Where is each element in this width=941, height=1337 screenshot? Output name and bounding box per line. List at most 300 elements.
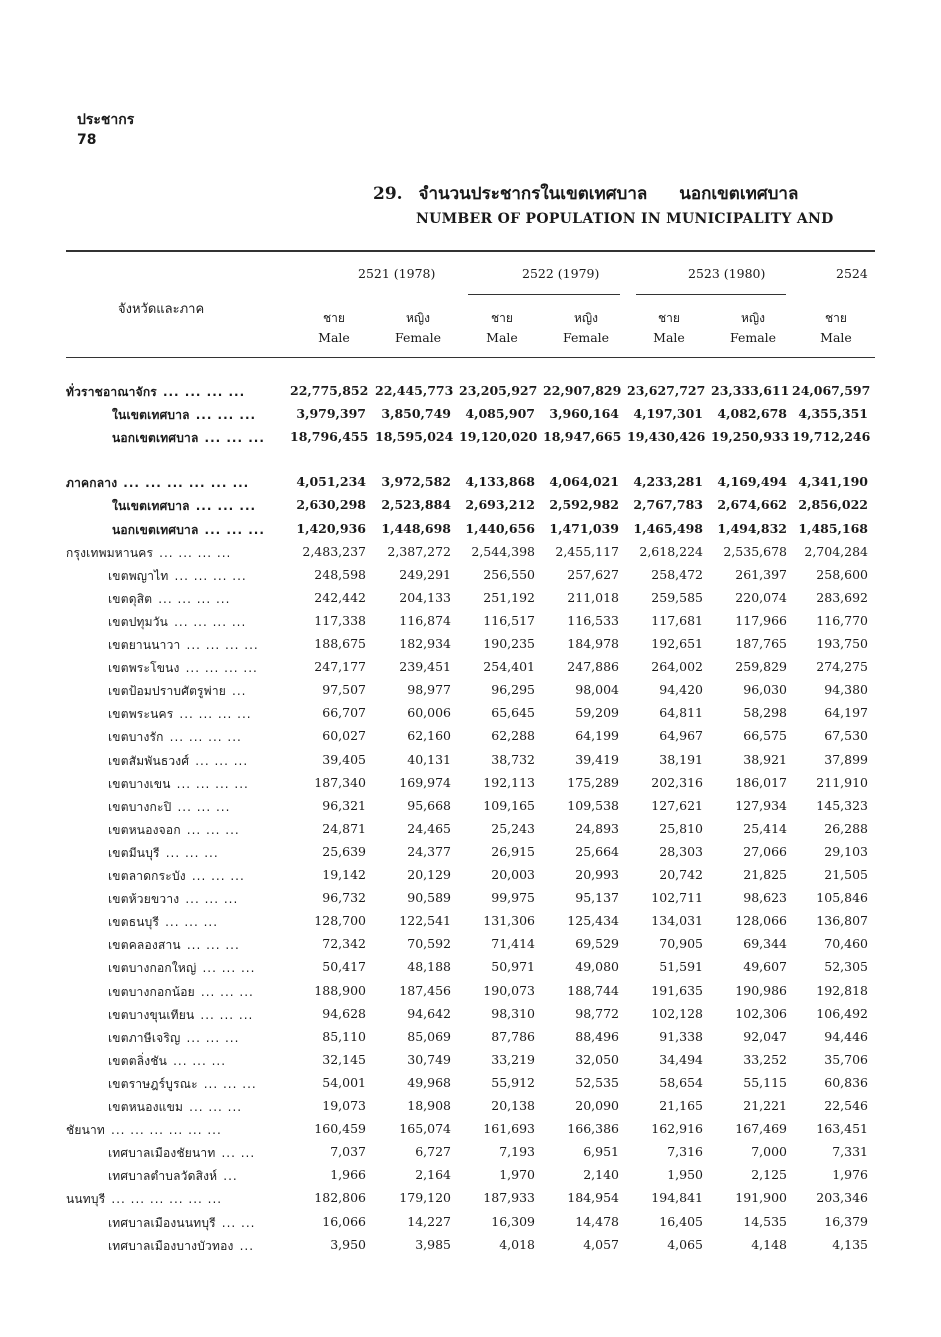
male-value-cell: 60,836 [824, 1074, 868, 1090]
leader-dots: ... ... ... [189, 1100, 243, 1114]
leader-dots: ... ... ... [173, 1053, 227, 1068]
male-value-cell: 4,133,868 [465, 474, 535, 490]
year-underline-2523 [636, 294, 786, 295]
male-value-cell: 70,905 [659, 936, 703, 952]
male-value-cell: 70,460 [824, 936, 868, 952]
table-row [0, 703, 941, 725]
male-value-cell: 32,145 [322, 1051, 366, 1067]
female-value-cell: 167,469 [735, 1121, 787, 1137]
male-value-cell: 23,205,927 [459, 383, 538, 398]
female-value-cell: 6,727 [415, 1144, 451, 1160]
male-value-cell: 62,288 [491, 728, 535, 744]
row-label [66, 383, 245, 402]
leader-dots: ... ... ... ... [158, 591, 231, 606]
leader-dots: ... ... ... ... [179, 707, 252, 722]
table-row [0, 404, 941, 426]
leader-dots: ... ... ... ... [169, 730, 242, 745]
male-value-cell: 2,618,224 [639, 543, 703, 559]
male-value-cell: 3,950 [330, 1236, 366, 1252]
row-label [112, 429, 265, 448]
female-value-cell: 18,595,024 [375, 429, 454, 445]
male-value-cell: 190,235 [483, 636, 535, 651]
column-header-thai: ชาย [323, 311, 345, 325]
table-row [0, 588, 941, 610]
male-value-cell: 1,966 [330, 1167, 366, 1183]
female-value-cell: 1,494,832 [717, 520, 787, 536]
table-title-english: NUMBER OF POPULATION IN MUNICIPALITY AND [416, 211, 834, 227]
leader-dots: ... ... ... ... [174, 614, 247, 629]
male-value-cell: 21,165 [659, 1098, 703, 1113]
row-label [108, 821, 240, 840]
male-value-cell: 96,321 [322, 797, 366, 813]
year-header-2522: 2522 (1979) [522, 266, 600, 281]
female-value-cell: 18,947,665 [543, 429, 622, 445]
male-value-cell: 20,742 [659, 867, 703, 882]
male-value-cell: 94,628 [322, 1005, 366, 1021]
row-label [108, 682, 246, 701]
row-label [108, 844, 219, 863]
male-value-cell: 242,442 [314, 589, 366, 605]
male-value-cell: 188,900 [314, 982, 366, 998]
row-label-text: ภาคกลาง [66, 476, 118, 491]
female-value-cell: 116,874 [399, 612, 451, 628]
female-value-cell: 191,900 [735, 1190, 787, 1206]
row-label [108, 590, 230, 609]
male-value-cell: 65,645 [491, 705, 535, 721]
female-value-cell: 4,169,494 [717, 474, 787, 490]
male-value-cell: 7,331 [832, 1144, 868, 1160]
male-value-cell: 163,451 [816, 1121, 868, 1137]
male-value-cell: 4,018 [499, 1236, 535, 1252]
table-row [0, 1212, 941, 1234]
male-column-header [633, 308, 705, 348]
male-value-cell: 136,807 [816, 913, 868, 929]
female-value-cell: 94,642 [407, 1005, 451, 1021]
table-row [0, 1004, 941, 1026]
female-value-cell: 30,749 [407, 1051, 451, 1067]
male-value-cell: 35,706 [824, 1051, 868, 1067]
female-value-cell: 204,133 [399, 589, 451, 605]
row-label [108, 1237, 254, 1256]
male-value-cell: 248,598 [314, 566, 366, 582]
table-number: 29. [373, 184, 403, 204]
row-label-text: เขตหนองจอก [108, 822, 181, 837]
female-value-cell: 190,986 [735, 982, 787, 998]
year-header-2523: 2523 (1980) [688, 266, 766, 281]
female-value-cell: 3,972,582 [381, 474, 451, 490]
female-value-cell: 98,977 [407, 682, 451, 698]
male-value-cell: 26,915 [491, 843, 535, 859]
male-value-cell: 102,128 [651, 1005, 703, 1021]
male-value-cell: 18,796,455 [290, 429, 369, 445]
column-header-thai: หญิง [406, 311, 430, 325]
male-value-cell: 4,197,301 [633, 406, 703, 422]
female-value-cell: 64,199 [575, 728, 619, 744]
male-value-cell: 202,316 [651, 774, 703, 790]
row-label-text: ในเขตเทศบาล [112, 408, 190, 423]
table-row [0, 1142, 941, 1164]
table-row [0, 934, 941, 956]
female-value-cell: 59,209 [575, 705, 619, 721]
male-value-cell: 37,899 [824, 751, 868, 767]
female-value-cell: 2,455,117 [555, 543, 619, 559]
leader-dots: ... ... ... [195, 753, 249, 768]
male-value-cell: 20,003 [491, 867, 535, 882]
male-value-cell: 94,380 [824, 682, 868, 698]
leader-dots: ... ... ... [200, 1007, 254, 1022]
male-value-cell: 94,420 [659, 682, 703, 698]
male-value-cell: 2,767,783 [633, 497, 703, 513]
male-value-cell: 19,430,426 [627, 429, 706, 445]
row-label-text: นอกเขตเทศบาล [112, 431, 199, 446]
female-value-cell: 184,978 [567, 636, 619, 651]
male-value-cell: 2,856,022 [798, 497, 868, 513]
female-value-cell: 6,951 [583, 1144, 619, 1160]
male-value-cell: 4,135 [832, 1236, 868, 1252]
male-value-cell: 20,138 [491, 1098, 535, 1113]
row-label-text: เขตพระนคร [108, 707, 174, 722]
male-value-cell: 85,110 [322, 1028, 366, 1044]
leader-dots: ... ... ... ... [174, 568, 247, 583]
column-header-thai: ชาย [658, 311, 680, 325]
row-label-text: เขตป้อมปราบศัตรูพ่าย [108, 684, 226, 699]
male-value-cell: 99,975 [491, 890, 535, 906]
male-value-cell: 38,732 [491, 751, 535, 767]
female-value-cell: 24,377 [407, 843, 451, 859]
male-value-cell: 1,970 [499, 1167, 535, 1183]
male-value-cell: 25,243 [491, 820, 535, 836]
male-value-cell: 96,295 [491, 682, 535, 698]
male-value-cell: 274,275 [816, 659, 868, 675]
female-value-cell: 4,057 [583, 1236, 619, 1252]
row-label [108, 636, 259, 655]
female-value-cell: 38,921 [743, 751, 787, 767]
male-value-cell: 192,818 [816, 982, 868, 998]
leader-dots: ... ... ... [195, 499, 257, 514]
female-value-cell: 98,004 [575, 682, 619, 698]
row-label [108, 567, 247, 586]
row-label [108, 867, 245, 886]
female-value-cell: 7,000 [751, 1144, 787, 1160]
table-row [0, 957, 941, 979]
male-value-cell: 7,316 [667, 1144, 703, 1160]
male-value-cell: 127,621 [651, 797, 703, 813]
male-value-cell: 116,770 [816, 612, 868, 628]
male-value-cell: 2,630,298 [296, 497, 366, 513]
female-value-cell: 239,451 [399, 659, 451, 675]
male-value-cell: 2,483,237 [302, 543, 366, 559]
male-value-cell: 259,585 [651, 589, 703, 605]
row-label [108, 705, 252, 724]
leader-dots: ... ... ... ... ... ... [111, 1192, 223, 1207]
row-label-text: เขตห้วยขวาง [108, 892, 180, 907]
male-value-cell: 203,346 [816, 1190, 868, 1206]
row-label [108, 1144, 255, 1163]
male-value-cell: 67,530 [824, 728, 868, 744]
male-value-cell: 64,811 [659, 705, 703, 721]
male-value-cell: 109,165 [483, 797, 535, 813]
row-label [108, 1029, 239, 1048]
column-header-thai: หญิง [741, 311, 765, 325]
female-value-cell: 179,120 [399, 1190, 451, 1206]
row-label-text: เขตราษฎร์บูรณะ [108, 1076, 198, 1091]
male-value-cell: 3,979,397 [296, 406, 366, 422]
male-value-cell: 160,459 [314, 1121, 366, 1137]
male-value-cell: 258,472 [651, 566, 703, 582]
male-value-cell: 19,142 [322, 867, 366, 882]
table-row [0, 1027, 941, 1049]
leader-dots: ... ... ... [191, 869, 245, 883]
male-value-cell: 51,591 [659, 959, 703, 975]
female-value-cell: 188,744 [567, 982, 619, 998]
male-value-cell: 254,401 [483, 659, 535, 675]
female-value-cell: 2,387,272 [387, 543, 451, 559]
female-value-cell: 122,541 [399, 913, 451, 929]
male-value-cell: 188,675 [314, 636, 366, 651]
row-label-text: เขตลาดกระบัง [108, 869, 186, 883]
row-label [108, 959, 255, 978]
table-row [0, 519, 941, 541]
male-value-cell: 24,067,597 [792, 383, 871, 398]
female-value-cell: 22,445,773 [375, 383, 454, 398]
female-value-cell: 2,523,884 [381, 497, 451, 513]
row-label-text: เขตตลิ่งชัน [108, 1053, 168, 1068]
female-value-cell: 14,478 [575, 1213, 619, 1229]
female-value-cell: 2,125 [751, 1167, 787, 1183]
row-label [112, 521, 265, 540]
male-value-cell: 247,177 [314, 659, 366, 675]
column-header-english: Female [394, 330, 442, 345]
row-label [112, 497, 256, 516]
female-value-cell: 20,993 [575, 867, 619, 882]
female-value-cell: 165,074 [399, 1121, 451, 1137]
male-value-cell: 98,310 [491, 1005, 535, 1021]
male-value-cell: 131,306 [483, 913, 535, 929]
row-label [108, 913, 218, 932]
male-value-cell: 1,976 [832, 1167, 868, 1183]
leader-dots: ... ... ... [177, 799, 231, 814]
male-value-cell: 187,933 [483, 1190, 535, 1206]
female-value-cell: 58,298 [743, 705, 787, 721]
male-value-cell: 50,971 [491, 959, 535, 975]
female-value-cell: 187,456 [399, 982, 451, 998]
year-header-2524: 2524 [836, 266, 868, 281]
male-value-cell: 134,031 [651, 913, 703, 929]
female-value-cell: 24,893 [575, 820, 619, 836]
female-value-cell: 40,131 [407, 751, 451, 767]
row-label-text: เขตพระโขนง [108, 661, 180, 676]
female-value-cell: 2,592,982 [549, 497, 619, 513]
row-label [108, 936, 240, 955]
male-value-cell: 34,494 [659, 1051, 703, 1067]
female-value-cell: 24,465 [407, 820, 451, 836]
male-value-cell: 39,405 [322, 751, 366, 767]
leader-dots: ... ... ... [165, 915, 219, 930]
male-value-cell: 16,066 [322, 1213, 366, 1229]
female-value-cell: 39,419 [575, 751, 619, 767]
row-label-text: เขตคลองสาน [108, 938, 181, 953]
table-row [0, 865, 941, 887]
female-value-cell: 98,623 [743, 890, 787, 906]
male-value-cell: 192,651 [651, 636, 703, 651]
male-value-cell: 194,841 [651, 1190, 703, 1206]
male-value-cell: 102,711 [651, 890, 703, 906]
female-value-cell: 4,064,021 [549, 474, 619, 490]
female-value-cell: 21,825 [743, 867, 787, 882]
table-row [0, 427, 941, 449]
female-value-cell: 96,030 [743, 682, 787, 698]
column-header-english: Male [820, 330, 852, 345]
row-label [108, 1075, 257, 1094]
row-label-text: เขตพญาไท [108, 568, 169, 583]
male-value-cell: 22,546 [824, 1098, 868, 1113]
female-column-header [550, 308, 622, 348]
table-row [0, 842, 941, 864]
leader-dots: ... ... ... ... [185, 661, 258, 676]
male-value-cell: 25,639 [322, 843, 366, 859]
female-value-cell: 3,850,749 [381, 406, 451, 422]
male-column-header [466, 308, 538, 348]
row-label [108, 1214, 256, 1233]
male-value-cell: 4,065 [667, 1236, 703, 1252]
row-label [66, 474, 249, 493]
female-value-cell: 62,160 [407, 728, 451, 744]
row-label [108, 1052, 226, 1071]
row-label-text: เทศบาลเมืองนนทบุรี [108, 1215, 216, 1230]
male-value-cell: 117,338 [314, 612, 366, 628]
table-row [0, 796, 941, 818]
page-header [77, 110, 134, 150]
male-value-cell: 71,414 [491, 936, 535, 952]
female-value-cell: 27,066 [743, 843, 787, 859]
female-value-cell: 69,529 [575, 936, 619, 952]
column-header-english: Male [486, 330, 518, 345]
female-value-cell: 98,772 [575, 1005, 619, 1021]
male-value-cell: 2,704,284 [804, 543, 868, 559]
row-label-text: เขตบางขุนเทียน [108, 1007, 195, 1022]
male-value-cell: 1,485,168 [798, 520, 868, 536]
male-value-cell: 117,681 [651, 612, 703, 628]
leader-dots: ... ... ... [203, 1076, 257, 1091]
row-label [108, 728, 242, 747]
female-value-cell: 20,090 [575, 1098, 619, 1113]
female-value-cell: 3,960,164 [549, 406, 619, 422]
male-value-cell: 1,420,936 [296, 520, 366, 536]
row-label-text: นนทบุรี [66, 1192, 106, 1207]
female-value-cell: 32,050 [575, 1051, 619, 1067]
female-value-cell: 49,968 [407, 1074, 451, 1090]
male-value-cell: 64,197 [824, 705, 868, 721]
table-row [0, 726, 941, 748]
male-value-cell: 256,550 [483, 566, 535, 582]
row-label-text: เทศบาลตำบลวัดสิงห์ [108, 1169, 218, 1184]
row-label [108, 775, 249, 794]
table-title-thai [373, 180, 798, 207]
male-column-header [800, 308, 872, 348]
male-value-cell: 50,417 [322, 959, 366, 975]
table-row [0, 750, 941, 772]
table-row [0, 1073, 941, 1095]
male-value-cell: 16,405 [659, 1213, 703, 1229]
female-value-cell: 220,074 [735, 589, 787, 605]
female-value-cell: 14,227 [407, 1213, 451, 1229]
year-header-2521: 2521 (1978) [358, 266, 436, 281]
table-row [0, 495, 941, 517]
female-value-cell: 169,974 [399, 774, 451, 790]
female-value-cell: 60,006 [407, 705, 451, 721]
row-label-text: ชัยนาท [66, 1123, 106, 1138]
female-value-cell: 69,344 [743, 936, 787, 952]
table-row [0, 657, 941, 679]
row-label-text: เขตธนบุรี [108, 915, 160, 930]
row-label-text: ทั่วราชอาณาจักร [66, 385, 157, 399]
year-underline-2522 [468, 294, 620, 295]
leader-dots: ... ... ... ... ... ... [111, 1123, 222, 1138]
male-value-cell: 264,002 [651, 659, 703, 675]
table-row [0, 472, 941, 494]
female-value-cell: 20,129 [407, 867, 451, 882]
table-row [0, 680, 941, 702]
row-label-text: เขตปทุมวัน [108, 614, 169, 629]
female-value-cell: 3,985 [415, 1236, 451, 1252]
table-row [0, 1235, 941, 1257]
row-label [66, 544, 231, 563]
female-value-cell: 18,908 [407, 1098, 451, 1113]
row-label [108, 659, 258, 678]
female-value-cell: 261,397 [735, 566, 787, 582]
female-value-cell: 49,607 [743, 959, 787, 975]
leader-dots: ... ... ... ... [159, 545, 232, 560]
row-label-text: เขตมีนบุรี [108, 845, 160, 860]
leader-dots: ... ... [221, 1146, 256, 1161]
male-value-cell: 4,085,907 [465, 406, 535, 422]
row-label-text: นอกเขตเทศบาล [112, 522, 199, 537]
female-value-cell: 1,448,698 [381, 520, 451, 536]
male-value-cell: 29,103 [824, 843, 868, 859]
row-label [108, 1098, 242, 1117]
male-value-cell: 190,073 [483, 982, 535, 998]
row-label [108, 613, 246, 632]
leader-dots: ... [223, 1169, 238, 1184]
table-row [0, 888, 941, 910]
male-value-cell: 4,233,281 [633, 474, 703, 490]
row-label-text: เขตบางรัก [108, 730, 164, 745]
female-value-cell: 92,047 [743, 1028, 787, 1044]
top-rule [66, 250, 875, 252]
female-value-cell: 4,082,678 [717, 406, 787, 422]
female-value-cell: 14,535 [743, 1213, 787, 1229]
male-value-cell: 1,950 [667, 1167, 703, 1183]
male-value-cell: 7,193 [499, 1144, 535, 1160]
male-value-cell: 91,338 [659, 1028, 703, 1044]
male-value-cell: 52,305 [824, 959, 868, 975]
row-label [112, 406, 256, 425]
female-value-cell: 109,538 [567, 797, 619, 813]
female-value-cell: 125,434 [567, 913, 619, 929]
female-value-cell: 186,017 [735, 774, 787, 790]
table-row [0, 911, 941, 933]
female-value-cell: 175,289 [567, 774, 619, 790]
leader-dots: ... ... ... [185, 892, 239, 907]
table-row [0, 981, 941, 1003]
male-value-cell: 38,191 [659, 751, 703, 767]
female-value-cell: 22,907,829 [543, 383, 622, 398]
female-value-cell: 55,115 [743, 1074, 787, 1090]
male-value-cell: 96,732 [322, 890, 366, 906]
table-row [0, 542, 941, 564]
leader-dots: ... ... ... ... [186, 638, 259, 652]
leader-dots: ... ... ... [195, 408, 257, 423]
